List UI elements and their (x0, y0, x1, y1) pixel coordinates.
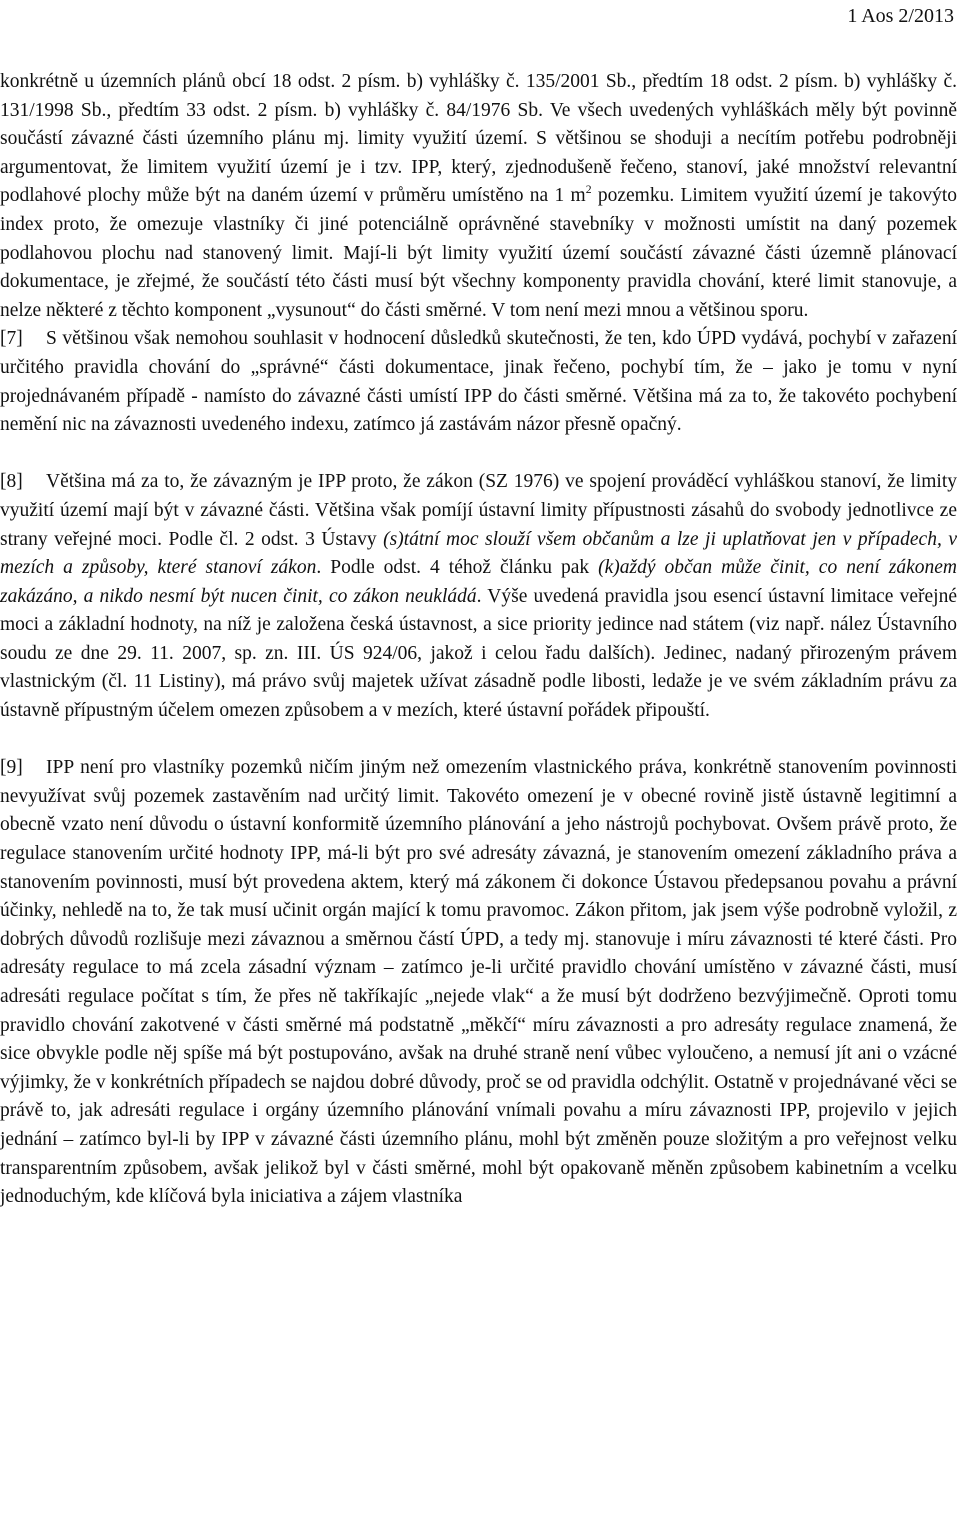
paragraph-7 (0, 325, 957, 439)
text-segment: pozemku. Limitem využití území je takovýto index proto, že omezuje vlastníky či jiné potenciálně oprávněné stavebníky v možnosti umístit na daný pozemek podlahovou plochu nad stanovený limit. Mají-li být limity využití území součástí závazné části územně plánovací dokumentace, je zřejmé, že součástí této části musí být všechny komponenty pravidla chování, které limit stanovuje, a nelze některé z těchto komponent „vysunout“ do části směrné. V tom není mezi mnou a většinou sporu. (0, 185, 957, 321)
case-number-header: 1 Aos 2/2013 (847, 5, 954, 27)
paragraph-continuation (0, 68, 957, 325)
quoted-constitution-text: (k)aždý občan může činit, co není zákonem zakázáno, a nikdo nesmí být nucen činit, co zákon neukládá (0, 557, 958, 607)
paragraph-marker: [9] (0, 757, 23, 779)
text-segment: konkrétně u územních plánů obcí 18 odst. 2 písm. b) vyhlášky č. 135/2001 Sb., předtím 18 odst. 2 písm. b) vyhlášky č. 131/1998 Sb., předtím 33 odst. 2 písm. b) vyhlášky č. 84/1976 Sb. Ve všech uvedených vyhláškách měly být povinně součástí závazné části územního plánu mj. limity využití území. S většinou se shoduji a necítím potřebu podrobněji argumentovat, že limitem využití území je i tzv. IPP, který, zjednodušeně řečeno, stanoví, jaké množství relevantní podlahové plochy může být na daném území v průměru umístěno na 1 m (0, 71, 957, 207)
paragraph-text (0, 471, 957, 721)
text-segment: S většinou však nemohou souhlasit v hodnocení důsledků skutečnosti, že ten, kdo ÚPD vydává, pochybí v zařazení určitého pravidla chování do „správné“ části dokumentace, jinak řečeno, pochybí tím, že – jako je tomu v nyní projednávaném případě - namísto do závazné části umístí IPP do části směrné. Většina má za to, že takovéto pochybení nemění nic na závaznosti uvedeného indexu, zatímco já zastávám názor přesně opačný. (0, 328, 957, 436)
paragraph-9 (0, 754, 957, 1212)
paragraph-marker: [7] (0, 328, 23, 350)
paragraph-text (0, 328, 957, 435)
text-segment: . Výše uvedená pravidla jsou esencí ústavní limitace veřejné moci a základní hodnoty, na níž je založena česká ústavnost, a sice priority jedince nad státem (viz např. nález Ústavního soudu ze dne 29. 11. 2007, sp. zn. III. ÚS 924/06, jakož i celou řadu dalších). Jedinec, nadaný přirozeným právem vlastnickým (čl. 11 Listiny), má právo svůj majetek užívat zásadně podle libosti, ledaže je ve svém základním právu za ústavně přípustným účelem omezen způsobem a v mezích, které ústavní pořádek připouští. (0, 585, 957, 722)
quoted-constitution-text: (s)tátní moc slouží všem občanům a lze ji uplatňovat jen v případech, v mezích a způsoby, které stanoví zákon (0, 528, 957, 579)
text-segment: IPP není pro vlastníky pozemků ničím jiným než omezením vlastnického práva, konkrétně stanovením povinnosti nevyužívat svůj pozemek zastavěním nad určitý limit. Takovéto omezení je v obecné rovině jistě ústavně legitimní a obecně vzato není důvodu o ústavní konformitě územního plánování a jeho nástrojů pochybovat. Ovšem právě proto, že regulace stanovením určité hodnoty IPP, má-li být pro své adresáty závazná, je stanovením omezení základního práva a stanovením povinnosti, musí být provedena aktem, který má zákonem či dokonce Ústavou předepsanou povahu a právní účinky, nehledě na to, že tak musí učinit orgán mající k tomu pravomoc. Zákon přitom, jak jsem výše podrobně vyložil, z dobrých důvodů rozlišuje mezi závaznou a směrnou částí ÚPD, a tedy mj. stanovuje i míru závaznosti té které části. Pro adresáty regulace to má zcela zásadní význam – zatímco je-li určité pravidlo chování umístěno v závazné části, musí adresáti regulace počítat s tím, že přes ně takříkajíc „nejede vlak“ a že musí být dodrženo bezvýjimečně. Oproti tomu pravidlo chování zakotvené v části směrné má podstatně „měkčí“ míru závaznosti a pro adresáty regulace znamená, že sice obvykle podle něj spíše má být postupováno, avšak na druhé straně není vůbec vyloučeno, a nemusí jít ani o vzácné výjimky, že v konkrétních případech se najdou dobré důvody, proč se od pravidla odchýlit. Ostatně v projednávané věci se právě to, jak adresáti regulace i orgány územního plánování vnímali povahu a míru závaznosti IPP, projevilo v jejich jednání – zatímco byl-li by IPP v závazné části územního plánu, mohl být změněn pouze složitým a pro veřejnost velku transparentním způsobem, avšak jelikož byl v části směrné, mohl být opakovaně měněn způsobem kabinetním a vcelku jednoduchým, kde klíčová byla iniciativa a zájem vlastníka (0, 757, 957, 1208)
text-segment: Většina má za to, že závazným je IPP proto, že zákon (SZ 1976) ve spojení prováděcí vyhláškou stanoví, že limity využití území mají být v závazné části. Většina však pomíjí ústavní limity přípustnosti zásahů do svobody jednotlivce ze strany veřejné moci. Podle čl. 2 odst. 3 Ústavy (0, 471, 957, 550)
document-body (0, 68, 957, 1212)
paragraph-8 (0, 468, 957, 725)
text-segment: . Podle odst. 4 téhož článku pak (316, 557, 599, 579)
paragraph-text (0, 757, 957, 1207)
superscript: 2 (585, 183, 592, 197)
paragraph-marker: [8] (0, 471, 23, 493)
